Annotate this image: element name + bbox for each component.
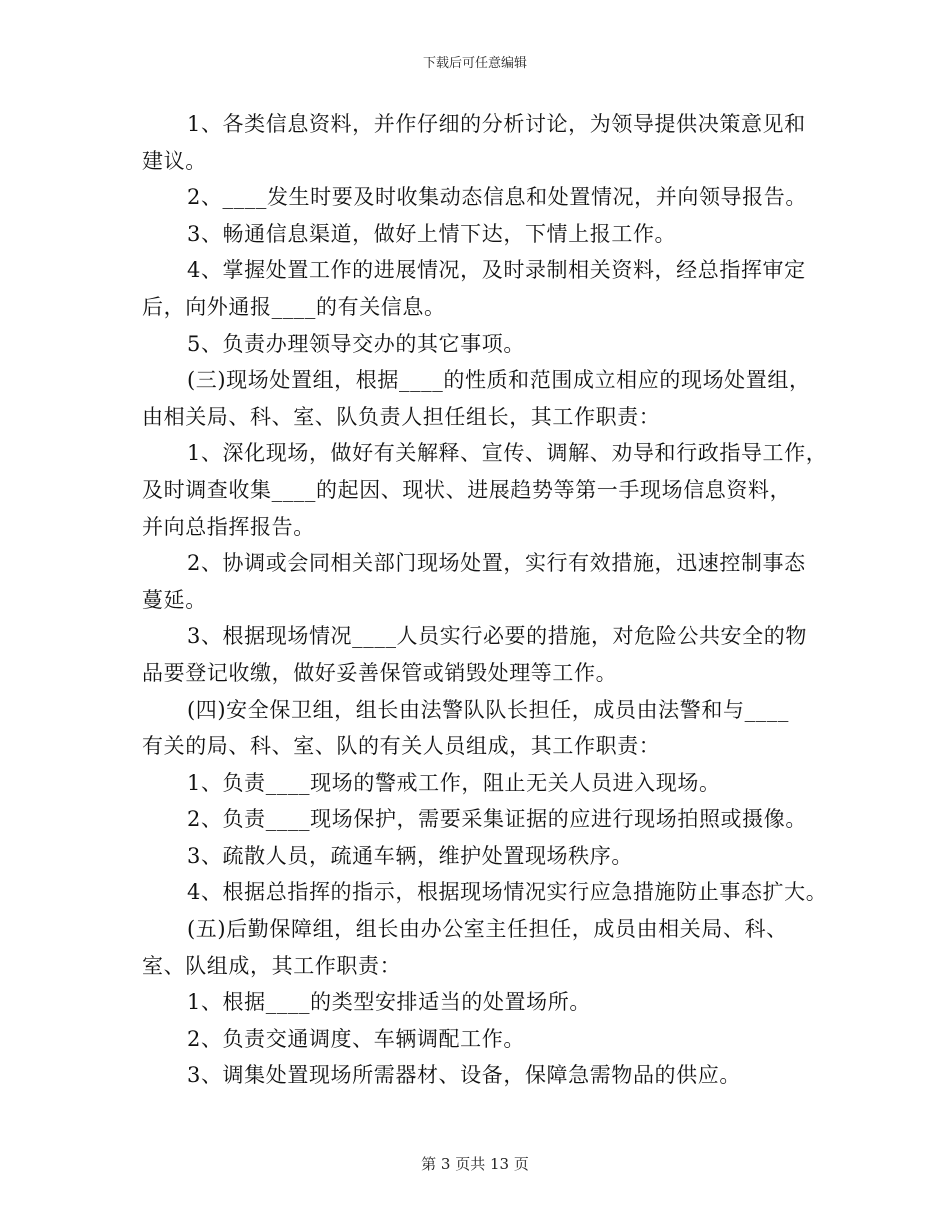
text-line: 2、负责交通调度、车辆调配工作。 [187, 1026, 525, 1051]
text-line: 及时调查收集____的起因、现状、进展趋势等第一手现场信息资料， [142, 477, 792, 502]
text-line: 3、根据现场情况____人员实行必要的措施，对危险公共安全的物 [187, 624, 807, 649]
text-line: 1、负责____现场的警戒工作，阻止无关人员进入现场。 [187, 770, 721, 795]
text-line: (四)安全保卫组，组长由法警队队长担任，成员由法警和与____ [187, 697, 789, 722]
text-line: 4、根据总指挥的指示，根据现场情况实行应急措施防止事态扩大。 [187, 880, 828, 905]
text-line: 后，向外通报____的有关信息。 [142, 294, 446, 319]
text-line: 建议。 [142, 148, 207, 173]
text-line: 2、负责____现场保护，需要采集证据的应进行现场拍照或摄像。 [187, 807, 807, 832]
text-line: 3、畅通信息渠道，做好上情下达，下情上报工作。 [187, 221, 677, 246]
text-line: 室、队组成，其工作职责： [142, 953, 402, 978]
document-body [142, 106, 828, 1094]
text-line: (五)后勤保障组，组长由办公室主任担任，成员由相关局、科、 [187, 917, 788, 942]
text-line: 蔓延。 [142, 587, 207, 612]
text-line: 4、掌握处置工作的进展情况，及时录制相关资料，经总指挥审定 [187, 258, 806, 283]
text-line: 1、深化现场，做好有关解释、宣传、调解、劝导和行政指导工作， [187, 441, 828, 466]
page-header-note: 下载后可任意编辑 [422, 56, 527, 71]
text-line: 并向总指挥报告。 [142, 514, 315, 539]
text-line: (三)现场处置组，根据____的性质和范围成立相应的现场处置组， [187, 368, 811, 393]
text-line: 1、各类信息资料，并作仔细的分析讨论，为领导提供决策意见和 [187, 112, 806, 136]
page-footer: 第 3 页共 13 页 [421, 1155, 529, 1173]
text-line: 有关的局、科、室、队的有关人员组成，其工作职责： [142, 734, 661, 759]
text-line: 3、疏散人员，疏通车辆，维护处置现场秩序。 [187, 843, 633, 868]
text-line: 1、根据____的类型安排适当的处置场所。 [187, 990, 591, 1015]
text-line: 品要登记收缴，做好妥善保管或销毁处理等工作。 [142, 660, 618, 685]
text-line: 5、负责办理领导交办的其它事项。 [187, 331, 525, 356]
text-line: 2、____发生时要及时收集动态信息和处置情况，并向领导报告。 [187, 185, 807, 210]
text-line: 2、协调或会同相关部门现场处置，实行有效措施，迅速控制事态 [187, 551, 806, 576]
text-line: 由相关局、科、室、队负责人担任组长，其工作职责： [142, 404, 661, 429]
text-line: 3、调集处置现场所需器材、设备，保障急需物品的供应。 [187, 1063, 741, 1088]
